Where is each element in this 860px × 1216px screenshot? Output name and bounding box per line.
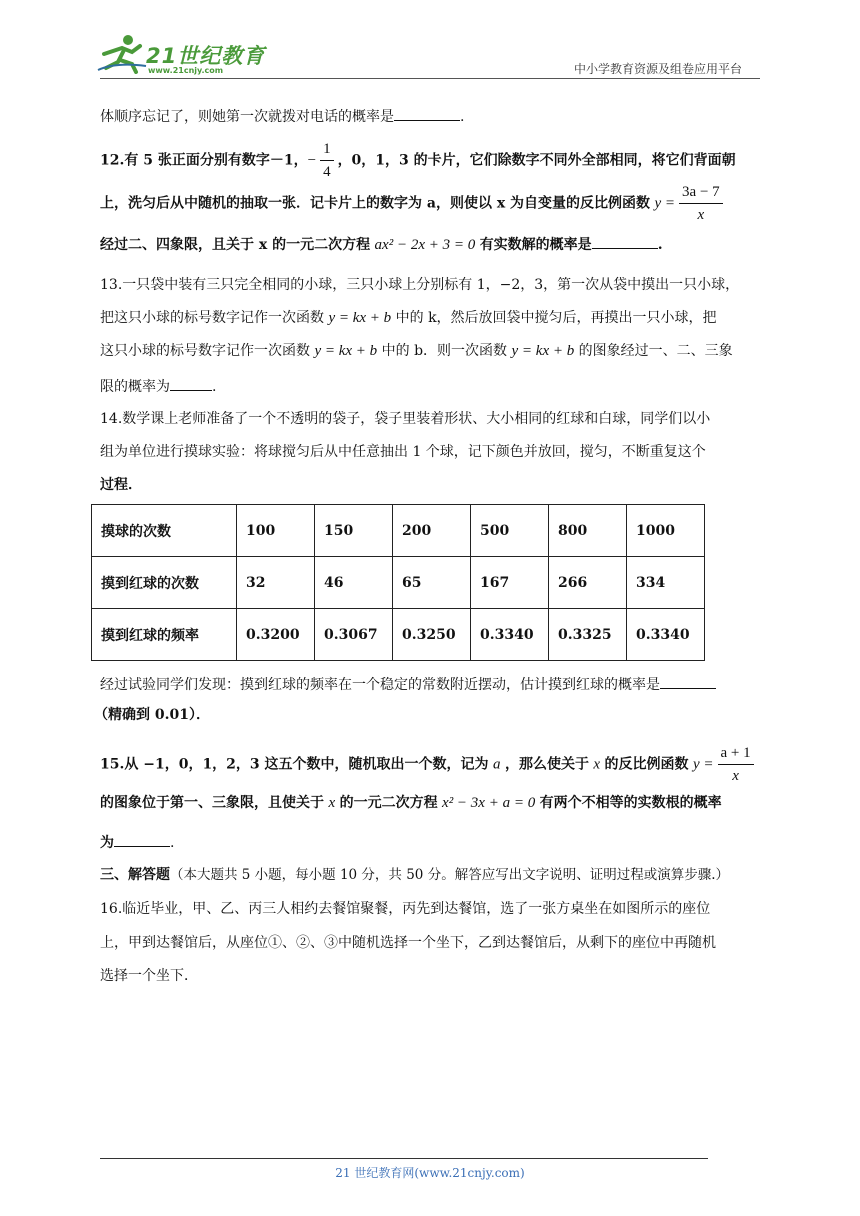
q16-line-3: 选择一个坐下． (100, 968, 198, 984)
table-row (92, 505, 705, 557)
footer-rule (100, 1158, 708, 1159)
table-cell: 334 (627, 557, 705, 609)
answer-blank[interactable] (170, 376, 212, 391)
experiment-table (91, 504, 705, 661)
table-cell: 0.3067 (315, 609, 393, 661)
q13-line-4: 限的概率为 . (100, 376, 216, 396)
table-cell: 32 (237, 557, 315, 609)
q15-line-3: 为 . (100, 832, 174, 852)
table-row (92, 557, 705, 609)
table-cell: 0.3325 (549, 609, 627, 661)
answer-blank[interactable] (394, 106, 460, 121)
fraction-a-plus-1-over-x: $\frac{a + 1}{x}$ (718, 744, 754, 785)
footer-link[interactable]: 21 世纪教育网(www.21cnjy.com) (335, 1166, 525, 1180)
table-cell: 200 (393, 505, 471, 557)
q12-line-1: 12.有 5 张正面分别有数字－1，− $\frac{1}{4}$ ，0，1，3 的卡片，它们除数字不同外全部相同，将它们背面朝 (100, 141, 736, 180)
fraction-3a-minus-7-over-x: $\frac{3a - 7}{x}$ (679, 183, 723, 224)
logo-url: www.21cnjy.com (148, 66, 224, 75)
table-cell: 摸球的次数 (92, 505, 237, 557)
q14-after-line-2: （精确到 0.01）． (94, 707, 210, 723)
table-cell: 800 (549, 505, 627, 557)
q14-line-3: 过程． (100, 477, 142, 493)
header-right-text: 中小学教育资源及组卷应用平台 (574, 62, 743, 76)
table-cell: 266 (549, 557, 627, 609)
q14-line-2: 组为单位进行摸球实验：将球搅匀后从中任意抽出 1 个球，记下颜色并放回，搅匀，不断重复这个 (100, 444, 706, 460)
q13-line-3: 这只小球的标号数字记作一次函数 y = kx + b 中的 b．则一次函数 y = kx + b 的图象经过一、二、三象 (100, 343, 733, 359)
q11-tail-line: 体顺序忘记了，则她第一次就拨对电话的概率是 . (100, 106, 464, 126)
table-cell: 1000 (627, 505, 705, 557)
q16-line-2: 上，甲到达餐馆后，从座位①、②、③中随机选择一个坐下，乙到达餐馆后，从剩下的座位中再随机 (100, 935, 716, 951)
section-3-heading: 三、解答题（本大题共 5 小题，每小题 10 分，共 50 分。解答应写出文字说明、证明过程或演算步骤.） (100, 867, 729, 883)
table-cell: 0.3340 (471, 609, 549, 661)
runner-logo-icon (96, 32, 148, 74)
q12-line-2: 上，洗匀后从中随机的抽取一张．记卡片上的数字为 a，则使以 x 为自变量的反比例函数 y = $\frac{3a - 7}{x}$ (100, 183, 727, 224)
table-cell: 167 (471, 557, 549, 609)
answer-blank[interactable] (114, 832, 170, 847)
table-cell: 65 (393, 557, 471, 609)
table-cell: 摸到红球的次数 (92, 557, 237, 609)
q13-line-1: 13.一只袋中装有三只完全相同的小球，三只小球上分别标有 1，−2，3，第一次从袋中摸出一只小球， (100, 277, 740, 293)
answer-blank[interactable] (592, 234, 658, 249)
logo-text: 21世纪教育 (146, 44, 266, 68)
table-cell: 0.3250 (393, 609, 471, 661)
table-cell: 150 (315, 505, 393, 557)
table-cell: 100 (237, 505, 315, 557)
table-row (92, 609, 705, 661)
q14-after-line-1: 经过试验同学们发现：摸到红球的频率在一个稳定的常数附近摆动，估计摸到红球的概率是 (100, 674, 716, 694)
table-cell: 500 (471, 505, 549, 557)
table-cell: 0.3200 (237, 609, 315, 661)
q12-line-3: 经过二、四象限，且关于 x 的一元二次方程 ax² − 2x + 3 = 0 有实数解的概率是 . (100, 234, 663, 254)
answer-blank[interactable] (660, 674, 716, 689)
q14-line-1: 14.数学课上老师准备了一个不透明的袋子，袋子里装着形状、大小相同的红球和白球，同学们以小 (100, 411, 711, 427)
table-cell: 摸到红球的频率 (92, 609, 237, 661)
q13-line-2: 把这只小球的标号数字记作一次函数 y = kx + b 中的 k，然后放回袋中搅匀后，再摸出一只小球，把 (100, 310, 717, 326)
fraction-one-quarter: $\frac{1}{4}$ (320, 140, 334, 181)
table-cell: 46 (315, 557, 393, 609)
header (0, 0, 860, 80)
q15-line-1: 15.从 −1，0，1，2，3 这五个数中，随机取出一个数，记为 a ，那么使关于 x 的反比例函数 y = $\frac{a + 1}{x}$ (100, 744, 758, 785)
table-cell: 0.3340 (627, 609, 705, 661)
header-rule (100, 78, 760, 79)
q15-line-2: 的图象位于第一、三象限，且使关于 x 的一元二次方程 x² − 3x + a = 0 有两个不相等的实数根的概率 (100, 795, 722, 811)
q16-line-1: 16.临近毕业，甲、乙、丙三人相约去餐馆聚餐，丙先到达餐馆，选了一张方桌坐在如图所示的座位 (100, 901, 711, 917)
